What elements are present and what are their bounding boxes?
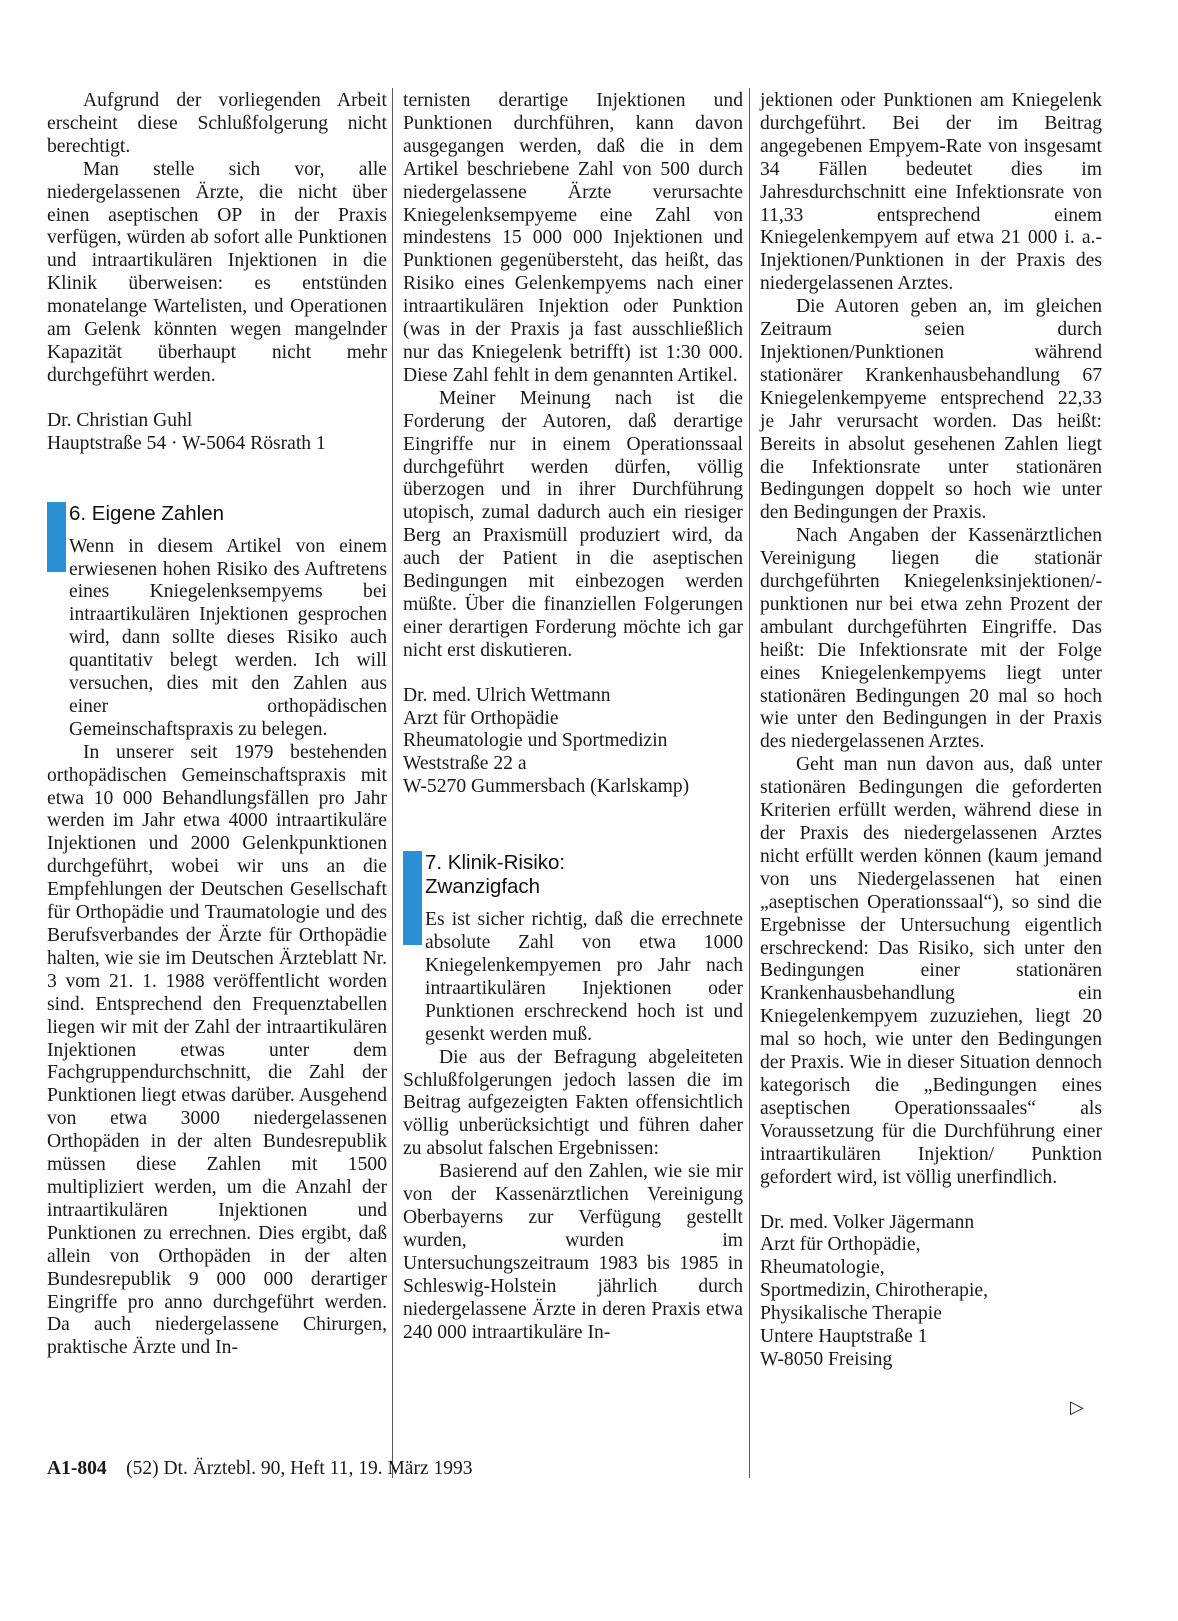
- body-paragraph: Basierend auf den Zahlen, wie sie mir von der Kassenärztlichen Vereinigung Oberbayerns zur Verfügung gestellt wurden, wurden im Untersuchungszeitraum 1983 bis 1985 in Schleswig-Holstein jährlich durch niedergelassene Ärzte in deren Praxis etwa 240 000 intraartikuläre In-: [403, 1161, 743, 1343]
- column-3: [760, 90, 1102, 1372]
- section-heading-line: Zwanzigfach: [425, 875, 541, 899]
- author-title: Arzt für Orthopädie,: [760, 1234, 921, 1256]
- author-specialty: Sportmedizin, Chirotherapie,: [760, 1280, 988, 1302]
- author-city: W-5270 Gummersbach (Karlskamp): [403, 776, 690, 798]
- page-code: A1-804: [47, 1458, 107, 1479]
- section-heading: [403, 851, 743, 899]
- author-name: Dr. Christian Guhl: [47, 409, 193, 431]
- section-7: [403, 851, 743, 1344]
- section-accent-bar: [403, 851, 422, 945]
- page-footer: [47, 1458, 472, 1480]
- author-name: Dr. med. Volker Jägermann: [760, 1211, 975, 1233]
- author-specialty: Rheumatologie und Sportmedizin: [403, 730, 668, 752]
- body-paragraph: Die Autoren geben an, im gleichen Zeitraum seien durch Injektionen/Punktionen während stationärer Krankenhausbehandlung 67 Kniegelenkempyeme entsprechend 22,33 je Jahr verursacht worden. Das heißt: Bereits in absolut gesehenen Zahlen liegt die Infektionsrate unter stationären Bedingungen doppelt so hoch wie unter den Bedingungen der Praxis.: [760, 296, 1102, 524]
- section-lead-paragraph: Wenn in diesem Artikel von einem erwiesenen hohen Risiko des Auftretens eines Kniegelenksempyems bei intraartikulären Injektionen gesprochen wird, dann sollte dieses Risiko auch quantitativ belegt werden. Ich will versuchen, dies mit den Zahlen aus einer orthopädischen Gemeinschaftspraxis zu belegen.: [69, 535, 387, 740]
- author-city: W-8050 Freising: [760, 1348, 893, 1370]
- body-paragraph: Die aus der Befragung abgeleiteten Schlußfolgerungen jedoch lassen die im Beitrag aufgezeigten Fakten offensichtlich völlig unberücksichtigt und führen daher zu absolut falschen Ergebnissen:: [403, 1046, 743, 1160]
- section-6: [47, 502, 387, 1361]
- body-paragraph: Aufgrund der vorliegenden Arbeit erscheint diese Schlußfolgerung nicht berechtigt.: [47, 90, 387, 157]
- column-rule-left: [392, 88, 393, 1478]
- column-2: [403, 90, 743, 1344]
- body-paragraph: Man stelle sich vor, alle niedergelassenen Ärzte, die nicht über einen aseptischen OP in der Praxis verfügen, würden ab sofort alle Punktionen und intraartikulären Injektionen in die Klinik überweisen: es entstünden monatelange Wartelisten, und Operationen am Gelenk könnten wegen mangelnder Kapazität überhaupt nicht mehr durchgeführt werden.: [47, 158, 387, 386]
- body-paragraph: jektionen oder Punktionen am Kniegelenk durchgeführt. Bei der im Beitrag angegebenen Empyem-Rate von insgesamt 34 Fällen bedeutet dies im Jahresdurchschnitt eine Infektionsrate von 11,33 entsprechend einem Kniegelenkempyem auf etwa 21 000 i. a.-Injektionen/Punktionen in der Praxis des niedergelassenen Arztes.: [760, 90, 1102, 295]
- column-1: [47, 90, 387, 1360]
- section-heading: 6. Eigene Zahlen: [69, 501, 225, 525]
- body-paragraph: Nach Angaben der Kassenärztlichen Vereinigung liegen die stationär durchgeführten Kniegelenksinjektionen/-punktionen nur bei etwa zehn Prozent der ambulant durchgeführten Eingriffe. Das heißt: Die Infektionsrate mit der Folge eines Kniegelenkempyems liegt unter stationären Bedingungen 20 mal so hoch wie unter den Bedingungen in der Praxis des niedergelassenen Arztes.: [760, 525, 1102, 753]
- section-heading-line: 7. Klinik-Risiko:: [425, 851, 566, 875]
- author-signature: [760, 1212, 1102, 1372]
- author-signature: [47, 410, 387, 456]
- author-title: Arzt für Orthopädie: [403, 707, 559, 729]
- journal-citation: (52) Dt. Ärztebl. 90, Heft 11, 19. März 1993: [126, 1458, 473, 1479]
- section-lead-paragraph: Es ist sicher richtig, daß die errechnete absolute Zahl von etwa 1000 Kniegelenkempyemen pro Jahr nach intraartikulären Injektionen oder Punktionen erschreckend hoch ist und gesenkt werden muß.: [425, 909, 743, 1045]
- continue-arrow-icon: ▷: [1070, 1397, 1084, 1418]
- author-street: Weststraße 22 a: [403, 753, 527, 775]
- column-rule-right: [749, 88, 750, 1478]
- body-paragraph: In unserer seit 1979 bestehenden orthopädischen Gemeinschaftspraxis mit etwa 10 000 Behandlungsfällen pro Jahr werden im Jahr etwa 4000 intraartikuläre Injektionen und 2000 Gelenkpunktionen durchgeführt, wobei wir uns an die Empfehlungen der Deutschen Gesellschaft für Orthopädie und Traumatologie und des Berufsverbandes der Ärzte für Orthopädie halten, wie sie im Deutschen Ärzteblatt Nr. 3 vom 21. 1. 1988 veröffentlicht worden sind. Entsprechend den Frequenztabellen liegen wir mit der Zahl der intraartikulären Injektionen etwas unter dem Fachgruppendurchschnitt, die Zahl der Punktionen liegt etwas darüber. Ausgehend von etwa 3000 niedergelassenen Orthopäden in der alten Bundesrepublik müssen diese Zahlen mit 1500 multipliziert werden, um die Anzahl der intraartikulären Injektionen und Punktionen zu errechnen. Dies ergibt, daß allein von Orthopäden in der alten Bundesrepublik 9 000 000 derartiger Eingriffe pro anno durchgeführt werden. Da auch niedergelassene Chirurgen, praktische Ärzte und In-: [47, 741, 387, 1359]
- author-specialty: Rheumatologie,: [760, 1257, 885, 1279]
- body-paragraph: Meiner Meinung nach ist die Forderung der Autoren, daß derartige Eingriffe nur in einem Operationssaal durchgeführt werden dürfen, völlig überzogen und in ihrer Durchführung utopisch, zumal dadurch auch ein riesiger Berg an Praxismüll produziert wird, da auch der Patient in die aseptischen Bedingungen mit einbezogen werden müßte. Über die finanziellen Folgerungen einer derartigen Forderung möchte ich gar nicht erst diskutieren.: [403, 387, 743, 661]
- body-paragraph: Geht man nun davon aus, daß unter stationären Bedingungen die geforderten Kriterien erfüllt werden, während diese in der Praxis des niedergelassenen Arztes nicht erfüllt werden können (kaum jemand von uns Niedergelassenen hat einen „aseptischen Operationssaal“), so sind die Ergebnisse der Untersuchung eigentlich erschreckend: Das Risiko, sich unter den Bedingungen einer stationären Krankenhausbehandlung ein Kniegelenkempyem zuzuziehen, liegt 20 mal so hoch, wie unter den Bedingungen der Praxis. Wie in dieser Situation dennoch kategorisch die „Bedingungen eines aseptischen Operationssaales“ als Voraussetzung für die Durchführung einer intraartikulären Injektion/ Punktion gefordert wird, ist völlig unerfindlich.: [760, 754, 1102, 1188]
- author-name: Dr. med. Ulrich Wettmann: [403, 684, 611, 706]
- section-accent-bar: [47, 502, 66, 572]
- author-specialty: Physikalische Therapie: [760, 1303, 942, 1325]
- author-signature: [403, 685, 743, 800]
- author-address: Hauptstraße 54 · W-5064 Rösrath 1: [47, 432, 326, 454]
- body-paragraph: ternisten derartige Injektionen und Punktionen durchführen, kann davon ausgegangen werden, daß die in dem Artikel beschriebene Zahl von 500 durch niedergelassene Ärzte verursachte Kniegelenksempyeme eine Zahl von mindestens 15 000 000 Injektionen und Punktionen gegenübersteht, das heißt, das Risiko eines Gelenkempyems nach einer intraartikulären Injektion oder Punktion (was in der Praxis ja fast ausschließlich nur das Kniegelenk betrifft) ist 1:30 000. Diese Zahl fehlt in dem genannten Artikel.: [403, 90, 743, 386]
- author-street: Untere Hauptstraße 1: [760, 1326, 928, 1348]
